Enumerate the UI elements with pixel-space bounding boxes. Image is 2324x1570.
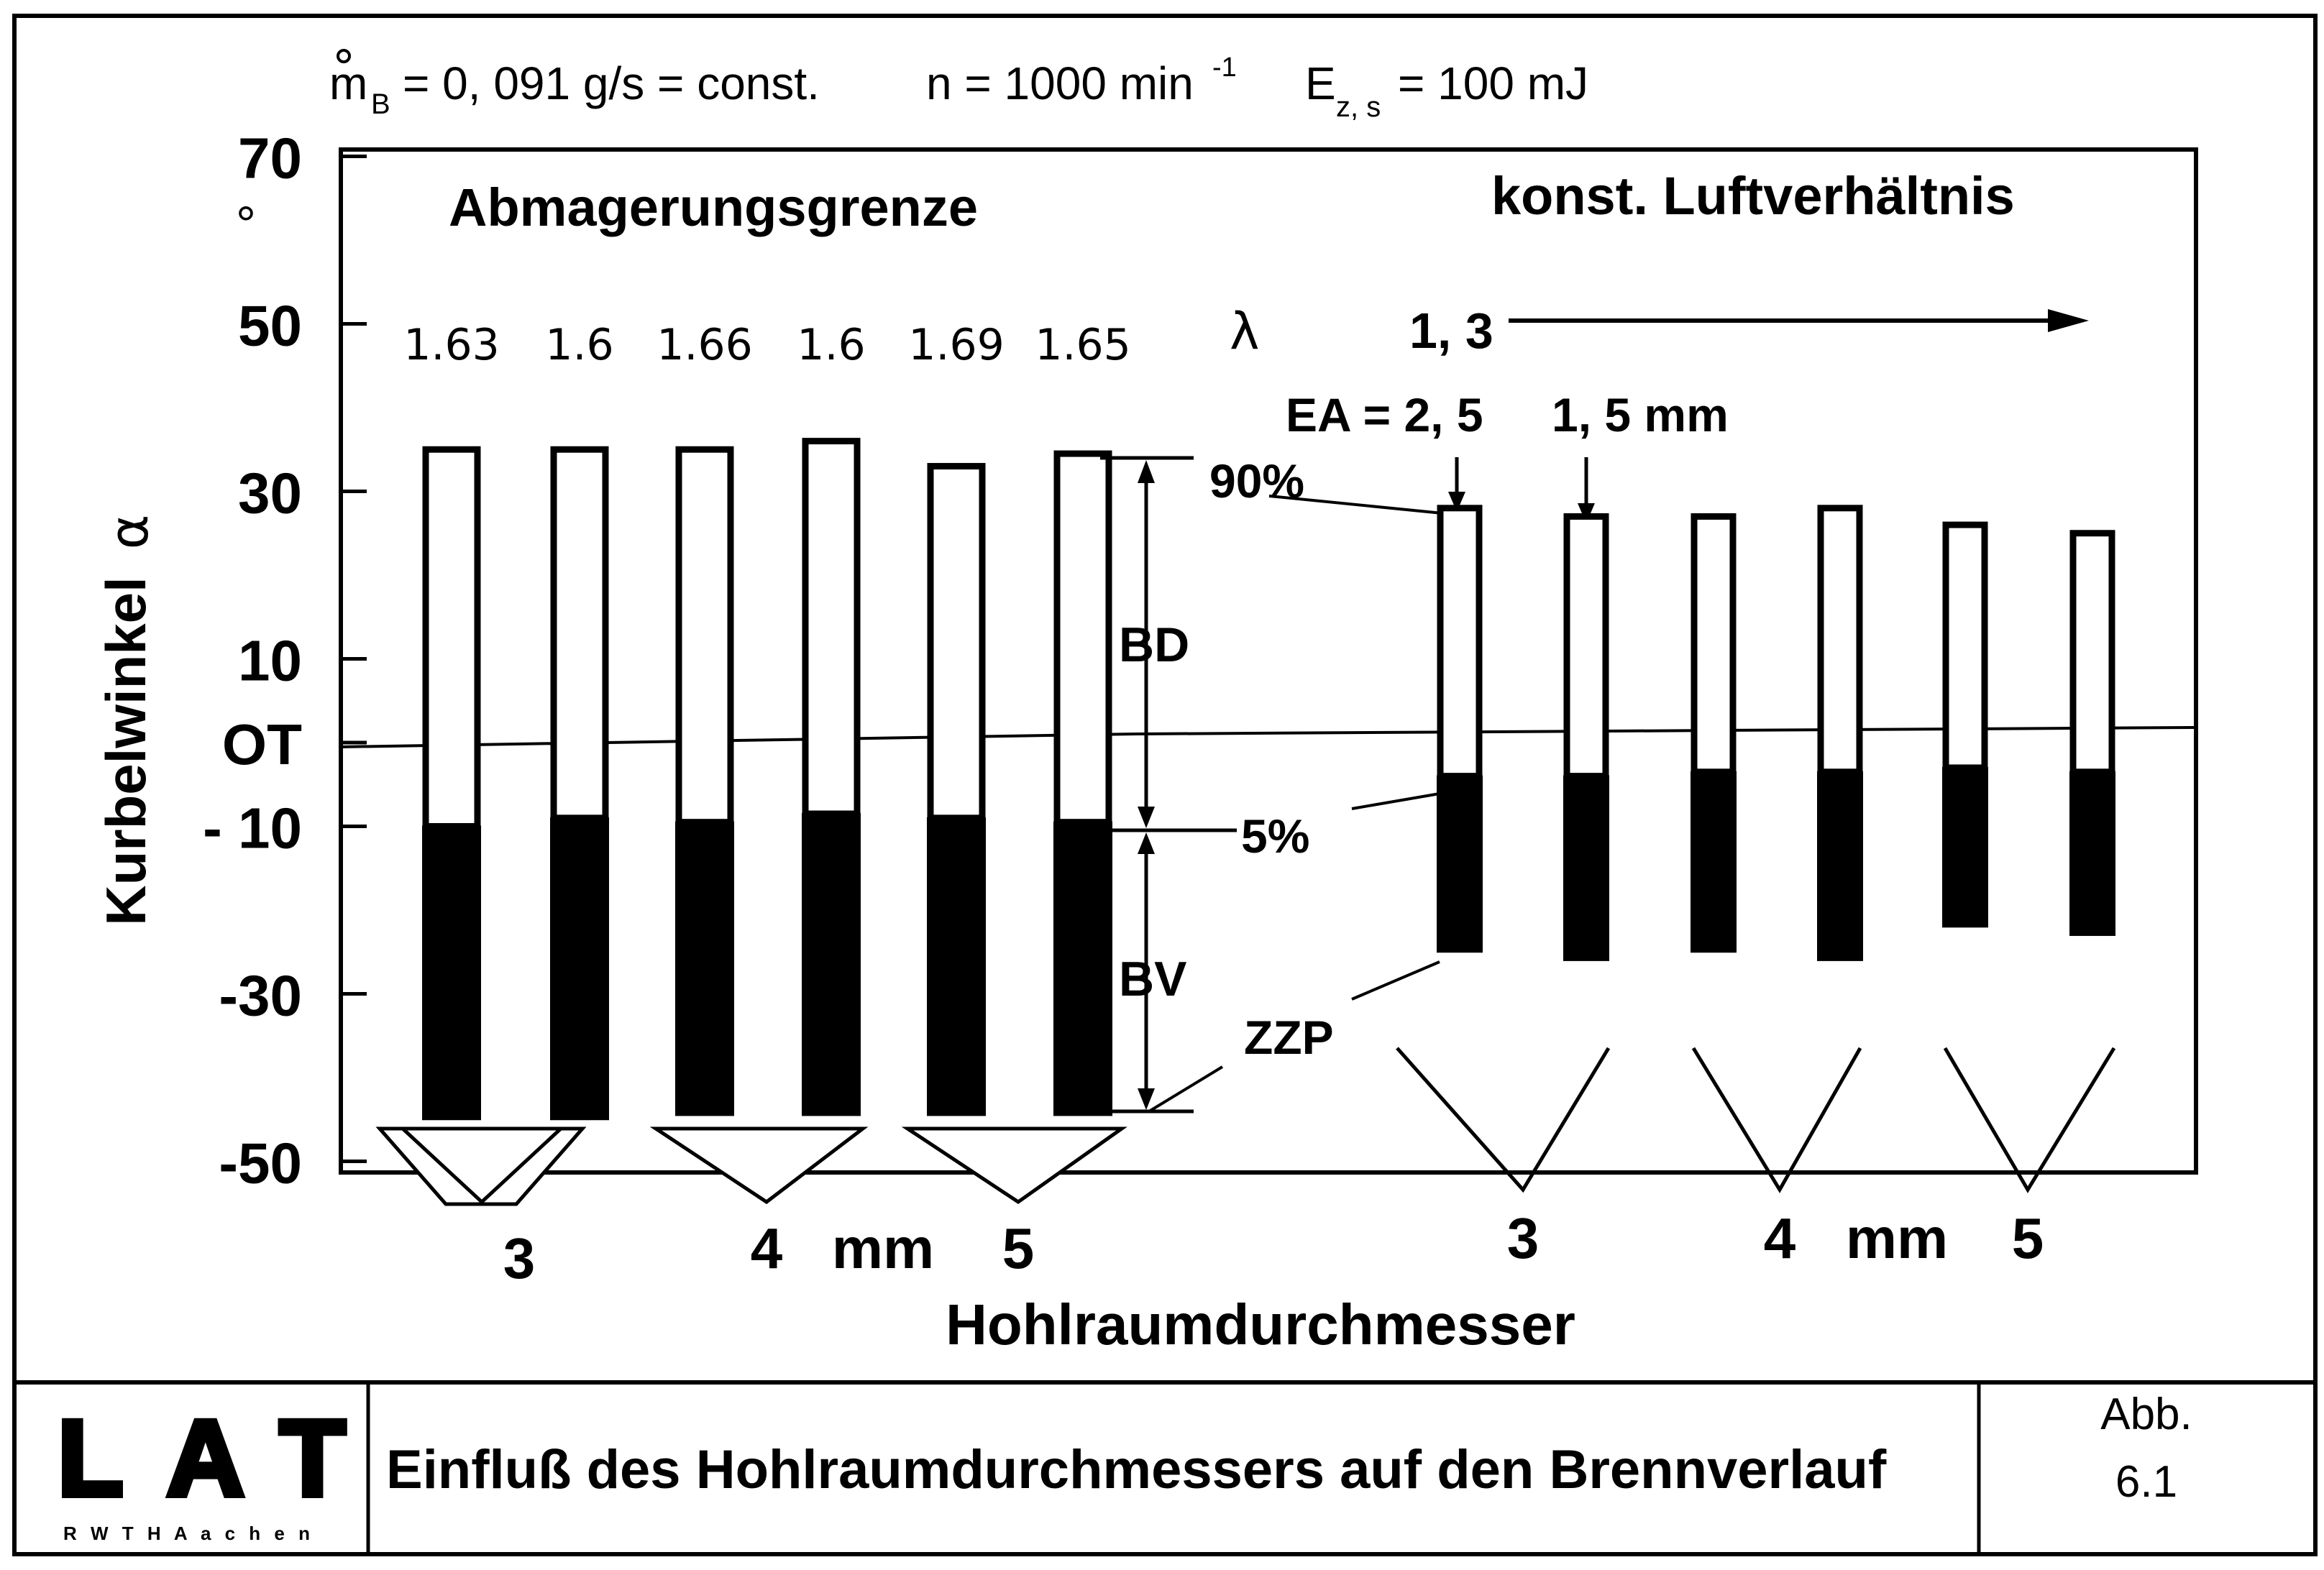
leader-zzp: [1352, 962, 1440, 999]
bar-ignition-delay: [423, 827, 480, 1120]
logo-text: LAT: [58, 1397, 389, 1518]
y-tick-label: -50: [219, 1131, 302, 1195]
ea-label-2: 1, 5 mm: [1552, 388, 1729, 441]
label-90-percent: 90%: [1209, 454, 1305, 508]
engine-speed-exponent: -1: [1212, 52, 1237, 83]
bar-combustion-duration: [1440, 508, 1479, 776]
bar-combustion-duration: [1821, 508, 1859, 772]
arrow-up-icon: [1138, 460, 1155, 483]
lambda-value-label: 1.69: [908, 320, 1005, 370]
logo-subtitle: R W T H A a c h e n: [63, 1523, 314, 1544]
label-bd: BD: [1119, 618, 1190, 672]
bar-ignition-delay: [928, 818, 985, 1116]
bar-ignition-delay: [1564, 776, 1609, 960]
y-axis-unit: °: [236, 196, 256, 252]
bar-combustion-duration: [2073, 533, 2112, 772]
bar-ignition-delay: [676, 822, 733, 1116]
bar-combustion-duration: [805, 441, 857, 814]
energy-value: = 100 mJ: [1398, 58, 1589, 109]
v-marker-icon: [1693, 1048, 1860, 1190]
bar-combustion-duration: [1694, 516, 1733, 771]
bar-combustion-duration: [554, 449, 605, 818]
block-arrow-down-icon: [656, 1129, 863, 1202]
x-label-left-4: 4: [750, 1216, 783, 1280]
bar-combustion-duration: [930, 467, 982, 818]
arrow-down-icon: [1138, 1088, 1155, 1110]
lambda-labels: [403, 320, 1131, 370]
mass-flow-value: = 0, 091 g/s = const.: [403, 58, 820, 109]
lat-logo: [58, 1397, 388, 1544]
bar-ignition-delay: [1691, 772, 1736, 952]
leader-zzp-left: [1149, 1067, 1222, 1111]
bar-ignition-delay: [1054, 822, 1112, 1116]
v-marker-icon: [1945, 1048, 2114, 1190]
y-tick-label: 10: [238, 628, 302, 693]
energy-symbol: E: [1305, 58, 1336, 109]
bar-combustion-duration: [426, 449, 477, 826]
y-tick-label: 30: [238, 461, 302, 525]
lambda-value-label: 1.6: [797, 320, 866, 370]
bar-ignition-delay: [802, 814, 860, 1115]
x-axis-title: Hohlraumdurchmesser: [946, 1293, 1575, 1356]
bar-ignition-delay: [551, 818, 608, 1119]
x-label-right-4: 4: [1763, 1206, 1796, 1270]
bar-combustion-duration: [679, 449, 731, 822]
y-axis-title: Kurbelwinkel: [94, 577, 157, 926]
title-constant-air-ratio: konst. Luftverhältnis: [1491, 166, 2015, 226]
bar-combustion-duration: [1567, 516, 1606, 776]
lambda-value-label: 1.65: [1035, 320, 1131, 370]
figure-caption: Einfluß des Hohlraumdurchmessers auf den Brennverlauf: [386, 1439, 1887, 1500]
bar-ignition-delay: [1818, 772, 1862, 960]
label-zzp: ZZP: [1244, 1011, 1334, 1064]
ea-label: EA = 2, 5: [1286, 388, 1483, 441]
lambda-constant-value: 1, 3: [1409, 303, 1493, 359]
abb-label: Abb.: [2100, 1390, 2192, 1439]
block-arrow-down-icon: [907, 1129, 1122, 1202]
v-marker-icon: [1397, 1048, 1609, 1190]
x-label-right-3: 3: [1506, 1206, 1540, 1270]
label-5-percent: 5%: [1241, 809, 1310, 863]
engine-speed: n = 1000 min: [926, 58, 1194, 109]
y-tick-label: -30: [219, 963, 302, 1028]
arrow-right-icon: [2048, 309, 2089, 332]
lambda-value-label: 1.6: [545, 320, 614, 370]
bar-combustion-duration: [1946, 525, 1985, 768]
lambda-value-label: 1.63: [403, 320, 500, 370]
title-lean-limit: Abmagerungsgrenze: [449, 178, 979, 237]
label-bv: BV: [1119, 952, 1187, 1006]
group-markers: [380, 1048, 2114, 1204]
bar-ignition-delay: [1943, 768, 1987, 927]
bar-combustion-duration: [1057, 454, 1109, 822]
energy-subscript: z, s: [1336, 91, 1381, 123]
lambda-symbol: λ: [1230, 302, 1260, 361]
y-tick-label: - 10: [203, 796, 302, 860]
lambda-value-label: 1.66: [657, 320, 753, 370]
y-tick-label: 50: [238, 293, 302, 358]
bar-ignition-delay: [2070, 772, 2115, 935]
leader-5: [1352, 794, 1440, 809]
x-label-left-3: 3: [503, 1226, 536, 1290]
mass-flow-symbol: m: [329, 58, 368, 109]
arrow-down-icon: [1138, 807, 1155, 828]
x-label-right-mm: mm: [1845, 1206, 1949, 1270]
y-tick-label: OT: [221, 712, 302, 776]
ot-reference-line-right: [1136, 727, 2196, 734]
x-label-left-mm: mm: [831, 1216, 935, 1280]
x-label-right-5: 5: [2011, 1206, 2044, 1270]
mass-flow-subscript: B: [371, 88, 390, 120]
subtitle: [329, 50, 1588, 123]
y-tick-label: 70: [238, 126, 302, 190]
bar-ignition-delay: [1437, 776, 1482, 952]
y-axis-symbol: α: [99, 514, 160, 550]
x-label-left-5: 5: [1002, 1216, 1035, 1280]
arrow-up-icon: [1138, 832, 1155, 854]
abb-number: 6.1: [2115, 1457, 2178, 1507]
